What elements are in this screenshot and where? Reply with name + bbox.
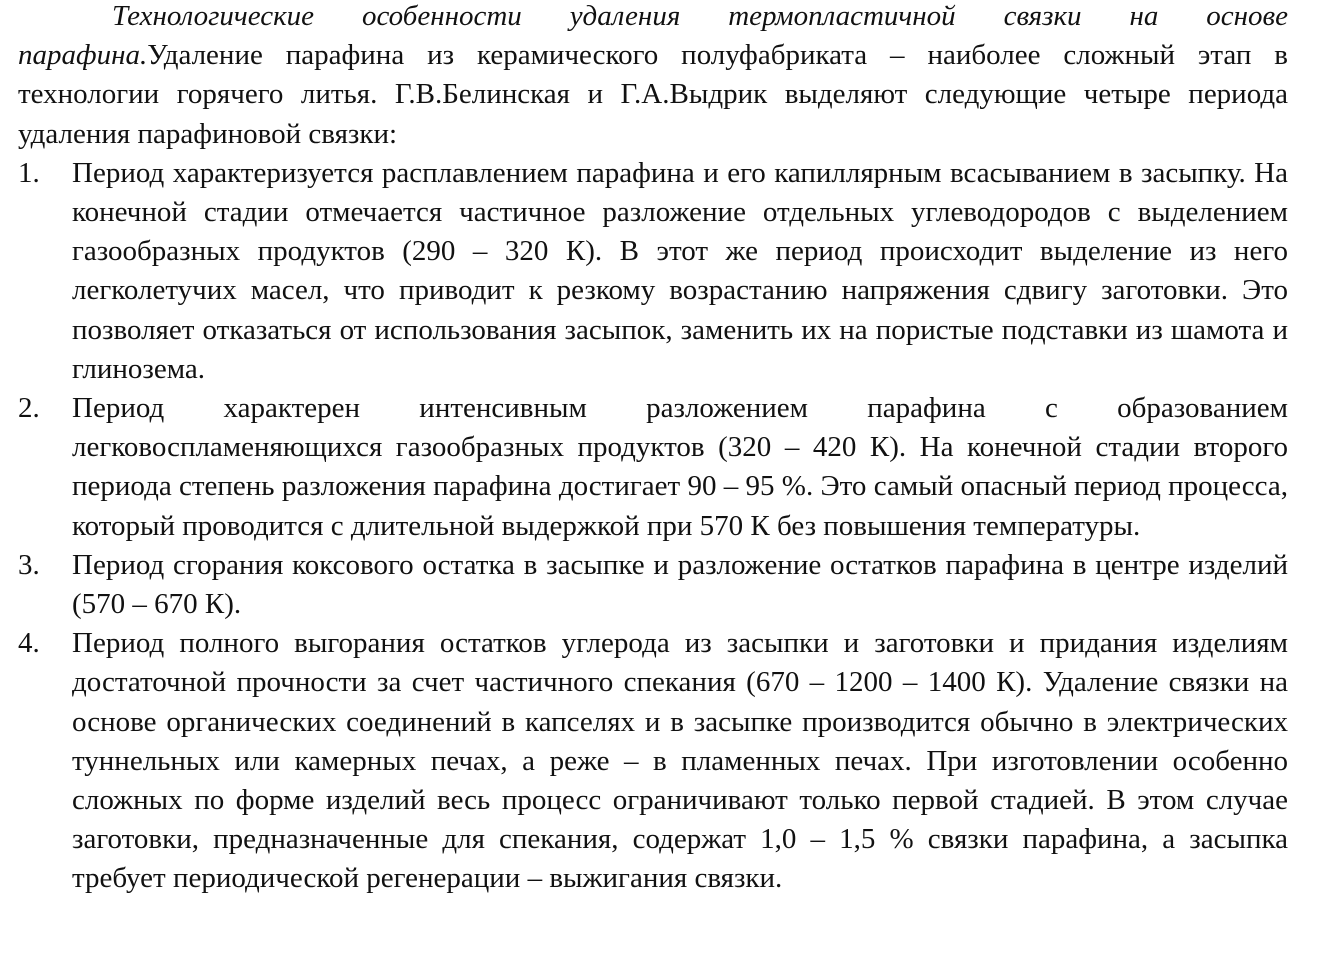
section-heading: Технологические особенности удаления термопластичной связки на основе парафина. bbox=[18, 0, 1288, 72]
list-item-number: 2. bbox=[18, 392, 40, 425]
intro-paragraph bbox=[18, 0, 1288, 154]
list-item-number: 4. bbox=[18, 627, 40, 660]
list-item-text: Период полного выгорания остатков углерода из засыпки и заготовки и придания изделиям достаточной прочности за счет частичного спекания (670 – 1200 – 1400 К). Удаление связки на основе органических соединений в капселях и в засыпке производится обычно в электрических туннельных или камерных печах, а реже – в пламенных печах. При изготовлении особенно сложных по форме изделий весь процесс ограничивают только первой стадией. В этом случае заготовки, предназначенные для спекания, содержат 1,0 – 1,5 % связки парафина, а засыпка требует периодической регенерации – выжигания связки. bbox=[72, 627, 1288, 895]
list-item-text: Период характеризуется расплавлением парафина и его капиллярным всасыванием в засыпку. На конечной стадии отмечается частичное разложение отдельных углеводородов с выделением газообразных продуктов (290 – 320 К). В этот же период происходит выделение из него легколетучих масел, что приводит к резкому возрастанию напряжения сдвигу заготовки. Это позволяет отказаться от использования засыпок, заменить их на пористые подставки из шамота и глинозема. bbox=[72, 156, 1288, 385]
list-item-text: Период характерен интенсивным разложением парафина с образованием легковоспламеняющихся газообразных продуктов (320 – 420 К). На конечной стадии второго периода степень разложения парафина достигает 90 – 95 %. Это самый опасный период процесса, который проводится с длительной выдержкой при 570 К без повышения температуры. bbox=[72, 392, 1288, 542]
list-item bbox=[18, 389, 1288, 546]
intro-text: Удаление парафина из керамического полуфабриката – наиболее сложный этап в технологии горячего литья. Г.В.Белинская и Г.А.Выдрик выделяют следующие четыре периода удаления парафиновой связки: bbox=[18, 39, 1288, 150]
list-item bbox=[18, 154, 1288, 389]
list-item bbox=[18, 546, 1288, 624]
document-page bbox=[18, 0, 1288, 899]
list-item-number: 3. bbox=[18, 548, 40, 581]
list-item-number: 1. bbox=[18, 156, 40, 189]
list-item-text: Период сгорания коксового остатка в засыпке и разложение остатков парафина в центре изделий (570 – 670 К). bbox=[72, 548, 1288, 621]
list-item bbox=[18, 624, 1288, 898]
periods-list bbox=[18, 154, 1288, 899]
